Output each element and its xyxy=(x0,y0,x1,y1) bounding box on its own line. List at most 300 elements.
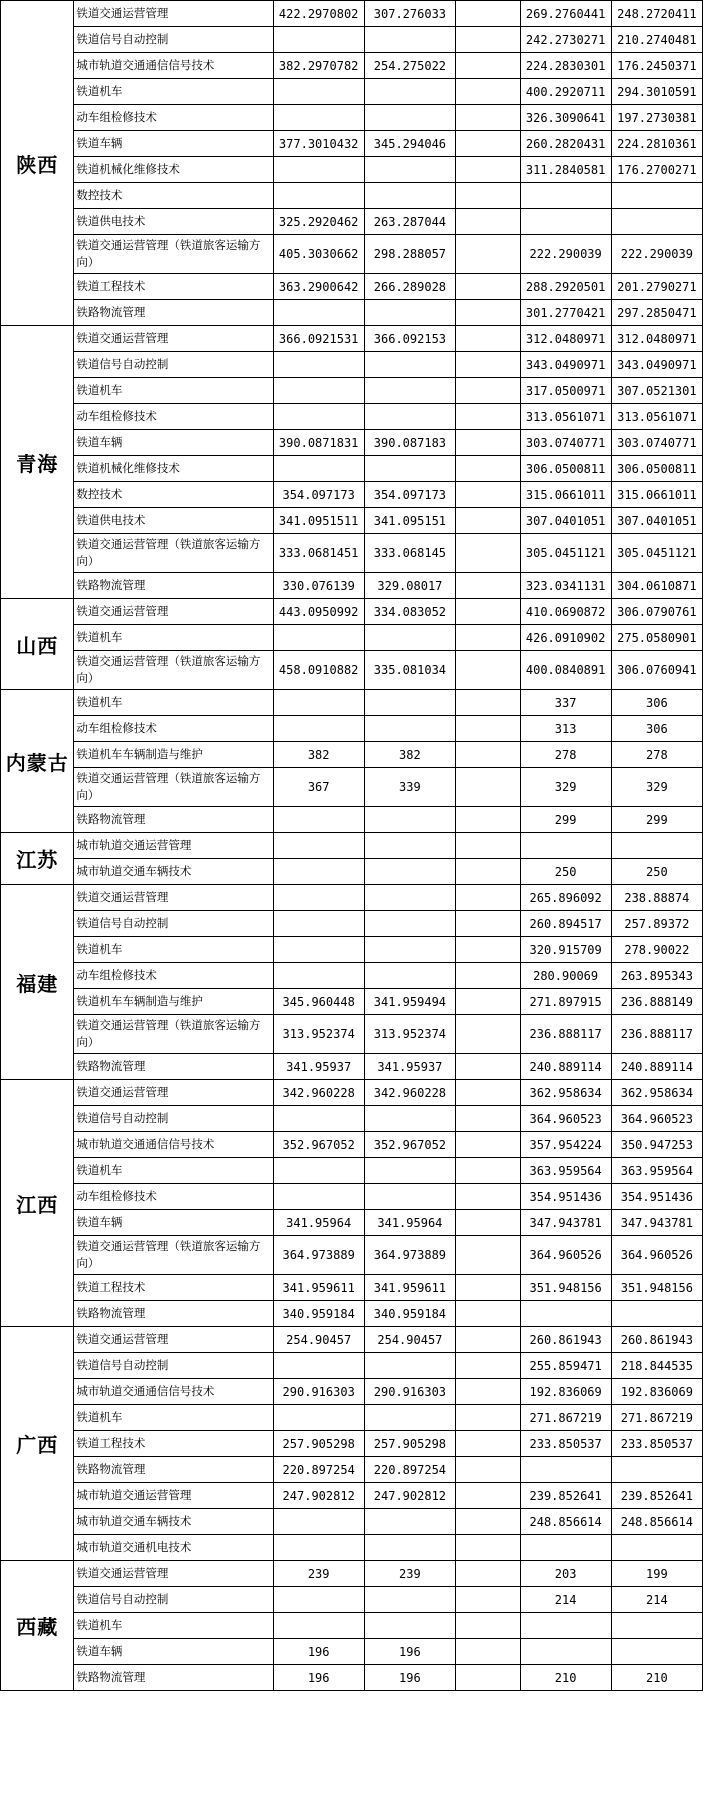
score-cell: 260.894517 xyxy=(520,911,611,937)
score-cell xyxy=(364,300,455,326)
score-cell: 265.896092 xyxy=(520,885,611,911)
table-row xyxy=(1,1236,703,1275)
score-cell xyxy=(611,1639,702,1665)
score-cell xyxy=(364,859,455,885)
score-cell: 214 xyxy=(520,1587,611,1613)
major-name-cell: 铁道供电技术 xyxy=(74,209,273,235)
score-cell: 196 xyxy=(364,1665,455,1691)
score-cell: 341.95937 xyxy=(364,1054,455,1080)
score-cell xyxy=(456,807,521,833)
major-name-cell: 城市轨道交通通信信号技术 xyxy=(74,1379,273,1405)
table-row xyxy=(1,534,703,573)
score-cell xyxy=(273,456,364,482)
table-row xyxy=(1,53,703,79)
score-cell xyxy=(273,105,364,131)
score-cell: 239 xyxy=(273,1561,364,1587)
major-name-cell: 铁道交通运营管理（铁道旅客运输方向） xyxy=(74,1236,273,1275)
score-cell: 176.2700271 xyxy=(611,157,702,183)
major-name-cell: 城市轨道交通机电技术 xyxy=(74,1535,273,1561)
score-cell xyxy=(364,807,455,833)
score-cell xyxy=(273,352,364,378)
score-cell: 329.08017 xyxy=(364,573,455,599)
score-cell: 297.2850471 xyxy=(611,300,702,326)
score-cell xyxy=(456,1080,521,1106)
province-cell: 福建 xyxy=(1,885,74,1080)
table-row xyxy=(1,1275,703,1301)
score-cell xyxy=(456,833,521,859)
score-cell: 342.960228 xyxy=(364,1080,455,1106)
major-name-cell: 铁路物流管理 xyxy=(74,573,273,599)
score-cell: 354.097173 xyxy=(364,482,455,508)
major-name-cell: 铁道供电技术 xyxy=(74,508,273,534)
score-cell: 333.068145 xyxy=(364,534,455,573)
score-cell xyxy=(364,1509,455,1535)
score-cell: 176.2450371 xyxy=(611,53,702,79)
score-cell xyxy=(273,1184,364,1210)
score-cell xyxy=(611,1535,702,1561)
score-cell xyxy=(456,1301,521,1327)
score-cell xyxy=(364,911,455,937)
table-row xyxy=(1,352,703,378)
score-cell: 247.902812 xyxy=(364,1483,455,1509)
score-cell: 233.850537 xyxy=(611,1431,702,1457)
major-name-cell: 铁道交通运营管理 xyxy=(74,326,273,352)
table-row xyxy=(1,1665,703,1691)
score-cell xyxy=(364,79,455,105)
score-cell xyxy=(456,885,521,911)
score-cell: 405.3030662 xyxy=(273,235,364,274)
score-cell: 306.0500811 xyxy=(520,456,611,482)
table-row xyxy=(1,573,703,599)
score-cell xyxy=(456,690,521,716)
score-cell: 236.888117 xyxy=(611,1015,702,1054)
score-cell: 260.2820431 xyxy=(520,131,611,157)
score-cell: 307.0401051 xyxy=(520,508,611,534)
score-cell: 260.861943 xyxy=(611,1327,702,1353)
score-cell xyxy=(456,625,521,651)
major-name-cell: 铁道机车 xyxy=(74,937,273,963)
score-cell xyxy=(456,768,521,807)
table-row xyxy=(1,599,703,625)
score-cell: 354.951436 xyxy=(611,1184,702,1210)
score-cell xyxy=(456,1535,521,1561)
score-cell: 278 xyxy=(611,742,702,768)
score-cell: 366.0921531 xyxy=(273,326,364,352)
score-cell: 306.0760941 xyxy=(611,651,702,690)
major-name-cell: 铁道交通运营管理（铁道旅客运输方向） xyxy=(74,651,273,690)
score-cell: 377.3010432 xyxy=(273,131,364,157)
major-name-cell: 铁道信号自动控制 xyxy=(74,27,273,53)
table-row xyxy=(1,131,703,157)
score-cell xyxy=(611,1457,702,1483)
score-cell xyxy=(611,1301,702,1327)
score-cell xyxy=(456,1158,521,1184)
score-cell: 330.076139 xyxy=(273,573,364,599)
score-cell: 354.097173 xyxy=(273,482,364,508)
score-cell xyxy=(273,183,364,209)
table-row xyxy=(1,1613,703,1639)
score-cell: 326.3090641 xyxy=(520,105,611,131)
major-name-cell: 铁道机车 xyxy=(74,79,273,105)
score-cell: 280.90069 xyxy=(520,963,611,989)
score-cell xyxy=(456,651,521,690)
score-cell xyxy=(364,352,455,378)
table-row xyxy=(1,716,703,742)
score-cell: 247.902812 xyxy=(273,1483,364,1509)
score-cell xyxy=(456,1639,521,1665)
major-name-cell: 铁道工程技术 xyxy=(74,1431,273,1457)
score-cell xyxy=(456,1275,521,1301)
score-cell: 275.0580901 xyxy=(611,625,702,651)
score-cell: 311.2840581 xyxy=(520,157,611,183)
score-cell: 390.0871831 xyxy=(273,430,364,456)
major-name-cell: 铁道机车 xyxy=(74,1158,273,1184)
score-cell: 313.952374 xyxy=(273,1015,364,1054)
score-cell: 199 xyxy=(611,1561,702,1587)
score-cell: 352.967052 xyxy=(364,1132,455,1158)
score-cell xyxy=(364,1353,455,1379)
score-cell: 341.95964 xyxy=(364,1210,455,1236)
score-cell: 306 xyxy=(611,716,702,742)
score-cell: 426.0910902 xyxy=(520,625,611,651)
table-row xyxy=(1,378,703,404)
score-cell xyxy=(456,326,521,352)
score-cell: 341.959611 xyxy=(273,1275,364,1301)
score-cell: 329 xyxy=(520,768,611,807)
score-cell: 341.959611 xyxy=(364,1275,455,1301)
score-cell: 315.0661011 xyxy=(611,482,702,508)
major-name-cell: 铁道机械化维修技术 xyxy=(74,157,273,183)
score-cell: 210.2740481 xyxy=(611,27,702,53)
score-cell xyxy=(611,833,702,859)
table-row xyxy=(1,807,703,833)
table-body xyxy=(1,1,703,1691)
score-cell: 351.948156 xyxy=(611,1275,702,1301)
score-cell: 303.0740771 xyxy=(520,430,611,456)
score-cell: 366.092153 xyxy=(364,326,455,352)
major-name-cell: 铁道车辆 xyxy=(74,1210,273,1236)
score-cell xyxy=(364,378,455,404)
score-cell: 341.95937 xyxy=(273,1054,364,1080)
table-row xyxy=(1,482,703,508)
score-cell xyxy=(364,1158,455,1184)
score-cell xyxy=(364,885,455,911)
score-cell: 323.0341131 xyxy=(520,573,611,599)
score-cell xyxy=(520,209,611,235)
score-cell xyxy=(273,1587,364,1613)
score-cell: 340.959184 xyxy=(273,1301,364,1327)
major-name-cell: 数控技术 xyxy=(74,183,273,209)
score-cell: 343.0490971 xyxy=(611,352,702,378)
table-row xyxy=(1,859,703,885)
score-cell: 307.0521301 xyxy=(611,378,702,404)
score-cell xyxy=(456,1509,521,1535)
score-cell xyxy=(456,963,521,989)
score-cell xyxy=(456,27,521,53)
score-cell: 313.0561071 xyxy=(520,404,611,430)
score-cell xyxy=(456,508,521,534)
score-cell xyxy=(456,1431,521,1457)
score-cell: 210 xyxy=(611,1665,702,1691)
score-cell xyxy=(364,1613,455,1639)
score-cell: 400.2920711 xyxy=(520,79,611,105)
table-row xyxy=(1,963,703,989)
score-cell: 306.0790761 xyxy=(611,599,702,625)
score-cell: 354.951436 xyxy=(520,1184,611,1210)
province-cell: 山西 xyxy=(1,599,74,690)
score-cell: 364.960526 xyxy=(611,1236,702,1275)
score-cell: 250 xyxy=(520,859,611,885)
score-cell: 201.2790271 xyxy=(611,274,702,300)
major-name-cell: 铁道交通运营管理 xyxy=(74,599,273,625)
score-cell: 220.897254 xyxy=(273,1457,364,1483)
score-cell: 224.2830301 xyxy=(520,53,611,79)
score-cell xyxy=(456,1483,521,1509)
table-row xyxy=(1,183,703,209)
score-cell xyxy=(456,105,521,131)
score-cell: 364.960526 xyxy=(520,1236,611,1275)
major-name-cell: 铁道机车 xyxy=(74,690,273,716)
score-cell: 224.2810361 xyxy=(611,131,702,157)
major-name-cell: 铁道交通运营管理（铁道旅客运输方向） xyxy=(74,1015,273,1054)
score-cell: 260.861943 xyxy=(520,1327,611,1353)
score-cell xyxy=(364,625,455,651)
score-cell: 288.2920501 xyxy=(520,274,611,300)
score-cell: 337 xyxy=(520,690,611,716)
score-cell xyxy=(520,1457,611,1483)
major-name-cell: 铁道机械化维修技术 xyxy=(74,456,273,482)
major-name-cell: 铁道信号自动控制 xyxy=(74,1587,273,1613)
major-name-cell: 动车组检修技术 xyxy=(74,963,273,989)
score-cell xyxy=(611,209,702,235)
score-cell xyxy=(456,53,521,79)
table-row xyxy=(1,235,703,274)
score-cell xyxy=(273,937,364,963)
major-name-cell: 动车组检修技术 xyxy=(74,716,273,742)
score-cell xyxy=(273,859,364,885)
score-cell: 334.083052 xyxy=(364,599,455,625)
score-cell xyxy=(364,157,455,183)
score-cell xyxy=(273,300,364,326)
score-cell: 242.2730271 xyxy=(520,27,611,53)
score-cell: 329 xyxy=(611,768,702,807)
score-cell: 305.0451121 xyxy=(611,534,702,573)
score-cell: 271.867219 xyxy=(611,1405,702,1431)
major-name-cell: 城市轨道交通车辆技术 xyxy=(74,859,273,885)
table-row xyxy=(1,1015,703,1054)
score-cell xyxy=(456,482,521,508)
major-name-cell: 铁道交通运营管理（铁道旅客运输方向） xyxy=(74,768,273,807)
major-name-cell: 城市轨道交通运营管理 xyxy=(74,833,273,859)
table-row xyxy=(1,79,703,105)
score-cell: 362.958634 xyxy=(520,1080,611,1106)
score-cell xyxy=(364,1106,455,1132)
table-row xyxy=(1,1587,703,1613)
score-cell xyxy=(456,859,521,885)
major-name-cell: 铁道交通运营管理（铁道旅客运输方向） xyxy=(74,235,273,274)
score-cell: 307.0401051 xyxy=(611,508,702,534)
score-cell xyxy=(456,716,521,742)
table-row xyxy=(1,1327,703,1353)
major-name-cell: 城市轨道交通运营管理 xyxy=(74,1483,273,1509)
score-cell: 339 xyxy=(364,768,455,807)
province-cell: 内蒙古 xyxy=(1,690,74,833)
score-cell: 239.852641 xyxy=(611,1483,702,1509)
score-cell: 263.895343 xyxy=(611,963,702,989)
score-cell xyxy=(273,833,364,859)
table-row xyxy=(1,1,703,27)
score-cell: 367 xyxy=(273,768,364,807)
score-cell: 443.0950992 xyxy=(273,599,364,625)
province-cell: 陕西 xyxy=(1,1,74,326)
score-cell xyxy=(456,742,521,768)
score-cell xyxy=(273,963,364,989)
major-name-cell: 数控技术 xyxy=(74,482,273,508)
major-name-cell: 铁路物流管理 xyxy=(74,807,273,833)
score-cell: 196 xyxy=(364,1639,455,1665)
score-cell xyxy=(364,404,455,430)
score-cell xyxy=(456,599,521,625)
score-cell: 239 xyxy=(364,1561,455,1587)
score-cell: 317.0500971 xyxy=(520,378,611,404)
score-cell xyxy=(456,378,521,404)
score-cell: 315.0661011 xyxy=(520,482,611,508)
major-name-cell: 铁路物流管理 xyxy=(74,1054,273,1080)
major-name-cell: 城市轨道交通通信信号技术 xyxy=(74,1132,273,1158)
score-cell xyxy=(364,456,455,482)
table-row xyxy=(1,937,703,963)
score-cell: 364.960523 xyxy=(520,1106,611,1132)
score-cell: 400.0840891 xyxy=(520,651,611,690)
score-cell: 347.943781 xyxy=(520,1210,611,1236)
score-cell xyxy=(456,1613,521,1639)
score-cell xyxy=(520,1639,611,1665)
score-cell: 233.850537 xyxy=(520,1431,611,1457)
table-row xyxy=(1,300,703,326)
score-cell xyxy=(456,235,521,274)
score-cell xyxy=(456,534,521,573)
score-cell xyxy=(273,885,364,911)
score-cell: 422.2970802 xyxy=(273,1,364,27)
table-row xyxy=(1,456,703,482)
score-cell xyxy=(456,352,521,378)
major-name-cell: 城市轨道交通通信信号技术 xyxy=(74,53,273,79)
score-cell: 203 xyxy=(520,1561,611,1587)
province-cell: 江西 xyxy=(1,1080,74,1327)
score-cell xyxy=(273,716,364,742)
score-cell xyxy=(456,404,521,430)
score-cell xyxy=(273,157,364,183)
score-cell: 458.0910882 xyxy=(273,651,364,690)
score-cell xyxy=(520,833,611,859)
score-cell xyxy=(456,989,521,1015)
score-cell: 362.958634 xyxy=(611,1080,702,1106)
score-cell: 342.960228 xyxy=(273,1080,364,1106)
score-cell: 351.948156 xyxy=(520,1275,611,1301)
score-cell: 263.287044 xyxy=(364,209,455,235)
score-cell xyxy=(456,157,521,183)
major-name-cell: 铁道机车车辆制造与维护 xyxy=(74,742,273,768)
table-row xyxy=(1,1509,703,1535)
major-name-cell: 铁道机车 xyxy=(74,378,273,404)
score-cell xyxy=(520,1301,611,1327)
score-cell xyxy=(273,1353,364,1379)
score-cell xyxy=(273,1535,364,1561)
score-cell: 343.0490971 xyxy=(520,352,611,378)
score-cell xyxy=(364,105,455,131)
score-cell: 313 xyxy=(520,716,611,742)
score-cell: 341.095151 xyxy=(364,508,455,534)
table-row xyxy=(1,1353,703,1379)
score-cell xyxy=(456,937,521,963)
table-row xyxy=(1,508,703,534)
score-cell: 298.288057 xyxy=(364,235,455,274)
major-name-cell: 铁道车辆 xyxy=(74,1639,273,1665)
score-cell: 196 xyxy=(273,1665,364,1691)
score-cell xyxy=(364,716,455,742)
table-row xyxy=(1,1457,703,1483)
score-cell xyxy=(456,1457,521,1483)
table-row xyxy=(1,1561,703,1587)
score-cell xyxy=(456,1054,521,1080)
table-row xyxy=(1,209,703,235)
score-cell xyxy=(456,456,521,482)
score-cell xyxy=(456,430,521,456)
table-row xyxy=(1,833,703,859)
score-cell: 306.0500811 xyxy=(611,456,702,482)
table-row xyxy=(1,27,703,53)
table-row xyxy=(1,885,703,911)
score-cell: 303.0740771 xyxy=(611,430,702,456)
score-cell xyxy=(364,963,455,989)
score-cell: 345.960448 xyxy=(273,989,364,1015)
table-row xyxy=(1,1483,703,1509)
score-cell: 304.0610871 xyxy=(611,573,702,599)
score-cell xyxy=(456,1,521,27)
score-cell xyxy=(611,183,702,209)
major-name-cell: 动车组检修技术 xyxy=(74,105,273,131)
score-cell: 222.290039 xyxy=(611,235,702,274)
score-cell: 333.0681451 xyxy=(273,534,364,573)
score-cell: 382 xyxy=(273,742,364,768)
score-cell: 307.276033 xyxy=(364,1,455,27)
score-cell xyxy=(273,1106,364,1132)
score-cell: 271.867219 xyxy=(520,1405,611,1431)
major-name-cell: 铁道信号自动控制 xyxy=(74,911,273,937)
score-cell: 266.289028 xyxy=(364,274,455,300)
score-cell: 240.889114 xyxy=(611,1054,702,1080)
score-cell: 382.2970782 xyxy=(273,53,364,79)
score-cell: 290.916303 xyxy=(273,1379,364,1405)
major-name-cell: 铁道信号自动控制 xyxy=(74,1353,273,1379)
score-cell: 239.852641 xyxy=(520,1483,611,1509)
score-cell xyxy=(456,1587,521,1613)
score-cell: 222.290039 xyxy=(520,235,611,274)
score-cell xyxy=(273,807,364,833)
score-cell: 364.960523 xyxy=(611,1106,702,1132)
major-name-cell: 动车组检修技术 xyxy=(74,1184,273,1210)
major-name-cell: 铁道工程技术 xyxy=(74,274,273,300)
major-name-cell: 铁路物流管理 xyxy=(74,1457,273,1483)
score-cell xyxy=(364,27,455,53)
score-cell: 341.0951511 xyxy=(273,508,364,534)
score-cell: 364.973889 xyxy=(364,1236,455,1275)
major-name-cell: 铁道机车车辆制造与维护 xyxy=(74,989,273,1015)
score-cell xyxy=(273,1613,364,1639)
score-cell: 278 xyxy=(520,742,611,768)
score-cell xyxy=(273,625,364,651)
table-row xyxy=(1,274,703,300)
